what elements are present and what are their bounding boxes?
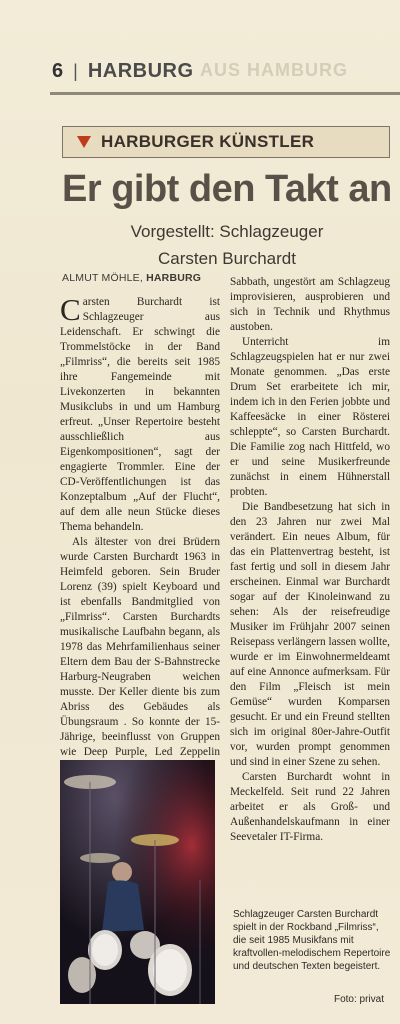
subheadline (62, 218, 392, 272)
header-separator: | (73, 60, 78, 81)
section-title: HARBURG (87, 59, 194, 82)
paragraph: Unterricht im Schlagzeugspielen hat er nur zwei Monate genommen. „Das erste Drum Set erarbeitete ich mir, indem ich in den Ferien jobbte und Kaffeesäcke in einer Rösterei schleppte“, so Carsten Burchardt. Die Familie zog nach Hittfeld, wo er und seine Musikerfreunde zunächst in einem Hühnerstall probten. (230, 336, 390, 498)
subhead-line-2: Carsten Burchardt (158, 249, 296, 268)
byline (62, 272, 224, 284)
paragraph: Sabbath, ungestört am Schlagzeug improvisieren, ausprobieren und sich in Technik und Rhythmus austoben. (230, 276, 390, 333)
photo-credit: Foto: privat (333, 994, 384, 1005)
header-rule (50, 92, 400, 95)
paragraph-text: arsten Burchardt ist Schlagzeuger aus Leidenschaft. Er schwingt die Trommelstöcke in der Band „Filmriss“, die bereits seit 1985 ihre Fangemeinde mit Livekonzerten in bekannten Musikclubs in und um Hamburg erfreut. „Unser Repertoire besteht ausschließlich aus Eigenkompositionen“, sagt der engagierte Trommler. Eine der CD-Veröffentlichungen ist das Konzeptalbum „Auf der Flucht“, auf dem alle neun Stücke dieses Thema behandeln. (60, 296, 220, 533)
byline-place: HARBURG (146, 272, 202, 284)
subhead-line-1: Vorgestellt: Schlagzeuger (130, 222, 324, 241)
paragraph (60, 292, 220, 535)
triangle-down-icon (77, 136, 91, 148)
page-number: 6 (52, 59, 64, 82)
paragraph: Die Bandbesetzung hat sich in den 23 Jahren nur zwei Mal verändert. Ein neues Album, für das ein Plattenvertrag besteht, ist fast fertig und soll in diesem Jahr erscheinen. Einmal war Burchardt sogar auf der Kinoleinwand zu sehen: Als der reisefreudige Musiker im Frühjahr 2007 seinen Reisepass verlängern lassen wollte, wurde er im Einwohnermeldeamt auf eine Annonce aufmerksam. Für den Film „Fleisch ist mein Gemüse“ wurden Komparsen gesucht. Er und ein Freund stellten sich im original 80er-Jahre-Outfit vor, wurden prompt genommen und sind in einer Szene zu sehen. (230, 501, 390, 768)
article-column-2 (230, 275, 390, 875)
drummer-photo-illustration (60, 760, 215, 1004)
drop-cap: C (60, 292, 81, 327)
bleed-through-text: AUS HAMBURG (200, 60, 348, 80)
kicker-box (62, 126, 390, 158)
paragraph: Carsten Burchardt wohnt in Meckelfeld. Seit rund 22 Jahren arbeitet er als Groß- und Außenhandelskaufmann in einer Seevetaler IT-Firma. (230, 771, 390, 843)
page-header (52, 56, 392, 86)
paragraph: Als ältester von drei Brüdern wurde Carsten Burchardt 1963 in Heimfeld geboren. Sein Bruder Lorenz (39) spielt Keyboard und ist ebenfalls Bandmitglied von „Filmriss“. Carsten Burchardts musikalische Laufbahn begann, als 1978 das Mehrfamilienhaus seiner Eltern dem Bau der S-Bahnstrecke Harburg-Neugraben weichen musste. Der Keller diente bis zum Abriss des Gebäudes als Übungsraum . So konnte der 15-Jährige, beeinflusst von Gruppen wie Deep Purple, Led Zeppelin (60, 536, 220, 758)
byline-author: ALMUT MÖHLE, (62, 272, 143, 284)
kicker-label: HARBURGER KÜNSTLER (101, 132, 315, 151)
article-column-1 (60, 292, 220, 760)
photo-caption: Schlagzeuger Carsten Burchardt spielt in der Rockband „Filmriss“, die seit 1985 Musikfans mit kraftvollen-melodischem Repertoire und deutschen Texten begeistert. (233, 909, 391, 972)
headline: Er gibt den Takt an (62, 168, 392, 210)
drummer-photo (60, 760, 215, 1004)
